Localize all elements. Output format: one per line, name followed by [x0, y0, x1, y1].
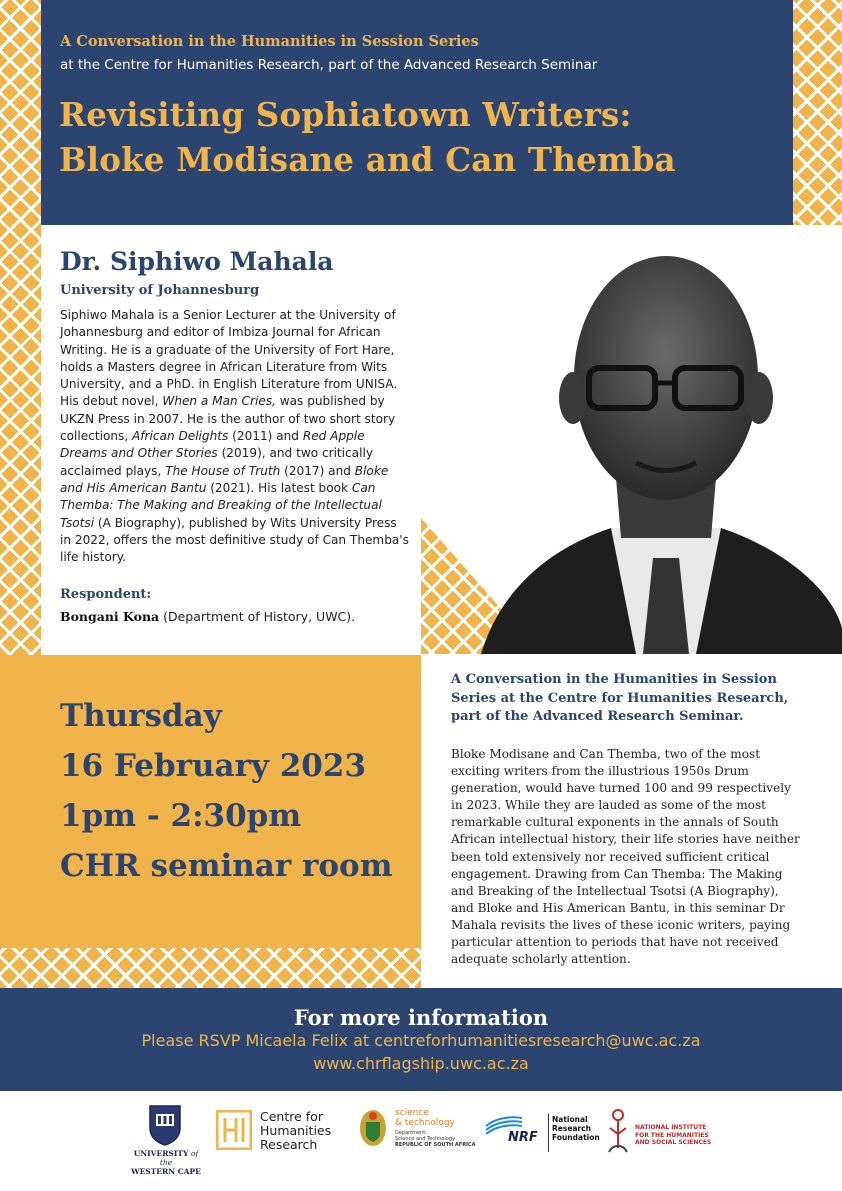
nihss-line1: NATIONAL INSTITUTE	[635, 1124, 707, 1131]
event-details-panel	[0, 655, 421, 948]
abstract-body: Bloke Modisane and Can Themba, two of the most exciting writers from the illustrious 1950s Drum generation, would have turned 100 and 99 respectively in 2023. While they are lauded as some of the most remarkable cultural exponents in the annals of South African intellectual history, their life stories have neither been told extensively nor received sufficient critical engagement. Drawing from Can Themba: The Making and Breaking of the Intellectual Tsotsi (A Biography), and Bloke and His American Bantu, in this seminar Dr Mahala revisits the lives of these iconic writers, paying particular attention to periods that have not received adequate scholarly attention.	[451, 747, 800, 967]
uwc-crest-icon	[148, 1104, 182, 1146]
footer-title: For more information	[293, 1005, 549, 1030]
respondent-label: Respondent:	[60, 587, 152, 602]
nihss-line3: AND SOCIAL SCIENCES	[635, 1139, 712, 1146]
coat-of-arms-icon	[358, 1108, 388, 1148]
dst-line4: Science and Technology	[395, 1136, 455, 1142]
nrf-line3: Foundation	[552, 1133, 600, 1142]
bio-title-italic: The House of Truth	[165, 463, 281, 478]
chr-line2: Humanities	[260, 1123, 332, 1138]
bio-text: (2017) and	[280, 463, 355, 478]
chr-line3: Research	[260, 1137, 318, 1152]
dst-line2: & technology	[395, 1118, 455, 1128]
speaker-name: Dr. Siphiwo Mahala	[60, 247, 334, 276]
bio-title-italic: When a Man Cries,	[162, 394, 276, 409]
bio-text: (2011) and	[228, 429, 303, 444]
event-venue: CHR seminar room	[60, 848, 393, 884]
respondent-detail: (Department of History, UWC).	[159, 609, 356, 624]
bio-title-italic: Red Apple Dreams and Other Stories	[60, 429, 365, 461]
event-title-line1: Revisiting Sophiatown Writers:	[59, 95, 632, 134]
dst-line3: Department:	[395, 1130, 427, 1136]
speaker-photo	[421, 228, 842, 654]
bio-text: was published by UKZN Press in 2007. He is the author of two short story collections,	[60, 394, 396, 444]
bio-text: (2021). His latest book	[206, 480, 352, 495]
pattern-left-top	[0, 0, 41, 655]
speaker-affiliation: University of Johannesburg	[60, 283, 260, 298]
website-link[interactable]: www.chrflagship.uwc.ac.za	[313, 1054, 529, 1073]
nrf-logo	[484, 1112, 604, 1157]
uwc-logo	[128, 1104, 218, 1174]
dst-line5: REPUBLIC OF SOUTH AFRICA	[395, 1142, 476, 1148]
event-time: 1pm - 2:30pm	[60, 798, 302, 834]
event-title-line2: Bloke Modisane and Can Themba	[59, 140, 676, 179]
nihss-logo	[605, 1108, 720, 1158]
bio-title-italic: Can Themba: The Making and Breaking of the Intellectual Tsotsi	[60, 480, 382, 530]
nrf-line2: Research	[552, 1124, 591, 1133]
bio-title-italic: African Delights	[132, 429, 229, 444]
nihss-line2: FOR THE HUMANITIES	[635, 1131, 709, 1139]
bio-text: (A Biography), published by Wits University Press in 2022, offers the most definitive study of Can Themba's life history.	[60, 515, 409, 565]
pattern-bottom-band	[0, 948, 421, 988]
nrf-divider	[548, 1114, 549, 1152]
speaker-portrait-image	[421, 228, 842, 654]
series-subtitle: at the Centre for Humanities Research, part of the Advanced Research Seminar	[60, 57, 598, 73]
uwc-line2: WESTERN CAPE	[131, 1167, 201, 1176]
pattern-right-top	[793, 0, 842, 225]
bio-text: Siphiwo Mahala is a Senior Lecturer at the University of Johannesburg and editor of Imbiza Journal for African Writing. He is a graduate of the University of Fort Hare, holds a Masters degree in African Literature from Wits University, and a PhD. in English Literature from UNISA. His debut novel,	[60, 308, 398, 409]
chr-logo	[216, 1110, 336, 1155]
event-title	[59, 92, 676, 182]
abstract-heading: A Conversation in the Humanities in Session Series at the Centre for Humanities Research, part of the Advanced Research Seminar.	[451, 672, 789, 724]
event-day: Thursday	[60, 698, 222, 734]
respondent-name: Bongani Kona	[60, 609, 160, 624]
chr-mark-icon	[216, 1110, 252, 1150]
series-title: A Conversation in the Humanities in Session Series	[60, 33, 479, 50]
event-date: 16 February 2023	[60, 748, 367, 784]
rsvp-prefix: Please RSVP Micaela Felix at	[141, 1031, 375, 1050]
uwc-ofthe: of the	[159, 1149, 199, 1167]
nrf-abbr: NRF	[508, 1130, 538, 1145]
nihss-figure-icon	[605, 1108, 631, 1156]
rsvp-email-link[interactable]: centreforhumanitiesresearch@uwc.ac.za	[374, 1031, 701, 1050]
chr-line1: Centre for	[260, 1109, 323, 1124]
bio-text: (2019), and two critically acclaimed plays,	[60, 446, 373, 478]
nrf-line1: National	[552, 1115, 588, 1124]
footer-rsvp	[0, 1031, 842, 1050]
dst-line1: science	[395, 1108, 429, 1118]
uwc-line1: UNIVERSITY	[133, 1149, 189, 1158]
speaker-bio	[60, 307, 410, 566]
respondent-text	[60, 609, 355, 624]
dst-logo	[358, 1108, 478, 1153]
bio-title-italic: Bloke and His American Bantu	[60, 463, 389, 495]
header-banner	[41, 0, 793, 225]
